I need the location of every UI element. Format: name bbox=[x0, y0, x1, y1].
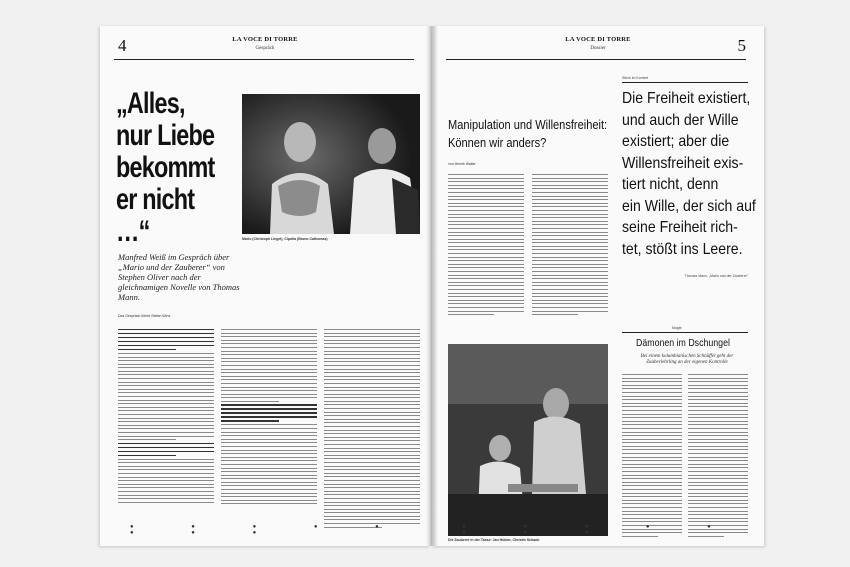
box-column-1 bbox=[622, 374, 682, 539]
article-column-1 bbox=[448, 174, 524, 318]
page-number: 5 bbox=[737, 36, 746, 55]
box-subtitle: Bei einem kolumbianischen Schnüffel geht der Zauberlehrling an der eigenen Kontrolle bbox=[640, 354, 734, 365]
right-page bbox=[432, 26, 764, 546]
body-column-1 bbox=[118, 329, 214, 505]
box-label: Magie bbox=[672, 326, 682, 330]
stage-photo bbox=[242, 94, 420, 234]
article-headline: Manipulation und Willensfreiheit: bbox=[448, 117, 608, 132]
quote-label: Stück im Kontext bbox=[622, 76, 649, 80]
section-label: Gespräch bbox=[255, 46, 275, 51]
masthead: LA VOCE DI TORRE bbox=[232, 36, 298, 43]
intro-text: Manfred Weiß im Gespräch über „Mario und der Zauberer“ von Stephen Oliver nach der gleichnamigen Novelle von Thomas Mann. bbox=[118, 252, 240, 302]
rehearsal-photo bbox=[448, 344, 608, 536]
page-number: 4 bbox=[118, 36, 127, 55]
body-column-2 bbox=[221, 329, 317, 507]
quote-attribution: Thomas Mann, „Mario und der Zauberer“ bbox=[684, 274, 748, 278]
article-subheadline: Können wir anders? bbox=[448, 135, 547, 150]
footer-marks: ● ● ● ● ● ● ● ● bbox=[462, 524, 739, 536]
photo-caption: Die Zauberer in der Tasse: Jan Hübler, Christin Schaub bbox=[448, 538, 540, 542]
box-column-2 bbox=[688, 374, 748, 539]
spine-shadow bbox=[426, 26, 438, 546]
box-rule bbox=[622, 332, 748, 333]
headline: „Alles, nur Liebe bekommt er nicht …“ bbox=[116, 87, 215, 248]
body-column-3 bbox=[324, 329, 420, 530]
quote-rule bbox=[622, 82, 748, 83]
left-page bbox=[100, 26, 430, 546]
section-label: Dossier bbox=[590, 46, 606, 51]
footer-marks: ● ● ● ● ● ● ● ● bbox=[130, 524, 407, 536]
box-title: Dämonen im Dschungel bbox=[636, 338, 730, 349]
photo-caption: Mario (Christoph Lingel), Cipolla (Bruno Cathomas) bbox=[242, 237, 328, 241]
newspaper-spread bbox=[100, 26, 764, 546]
article-byline: von Henrik Walter bbox=[448, 162, 476, 166]
article-column-2 bbox=[532, 174, 608, 318]
header-rule bbox=[446, 59, 746, 60]
masthead: LA VOCE DI TORRE bbox=[565, 36, 631, 43]
header-rule bbox=[114, 59, 414, 60]
intro-byline: Das Gespräch führte Stefan Wirtz bbox=[118, 314, 171, 318]
pull-quote: Die Freiheit existiert, und auch der Wille existiert; aber die Willensfreiheit exis- tiert nicht, denn ein Wille, der sich auf seine Freiheit rich- tet, stößt ins Leere. bbox=[622, 90, 756, 258]
